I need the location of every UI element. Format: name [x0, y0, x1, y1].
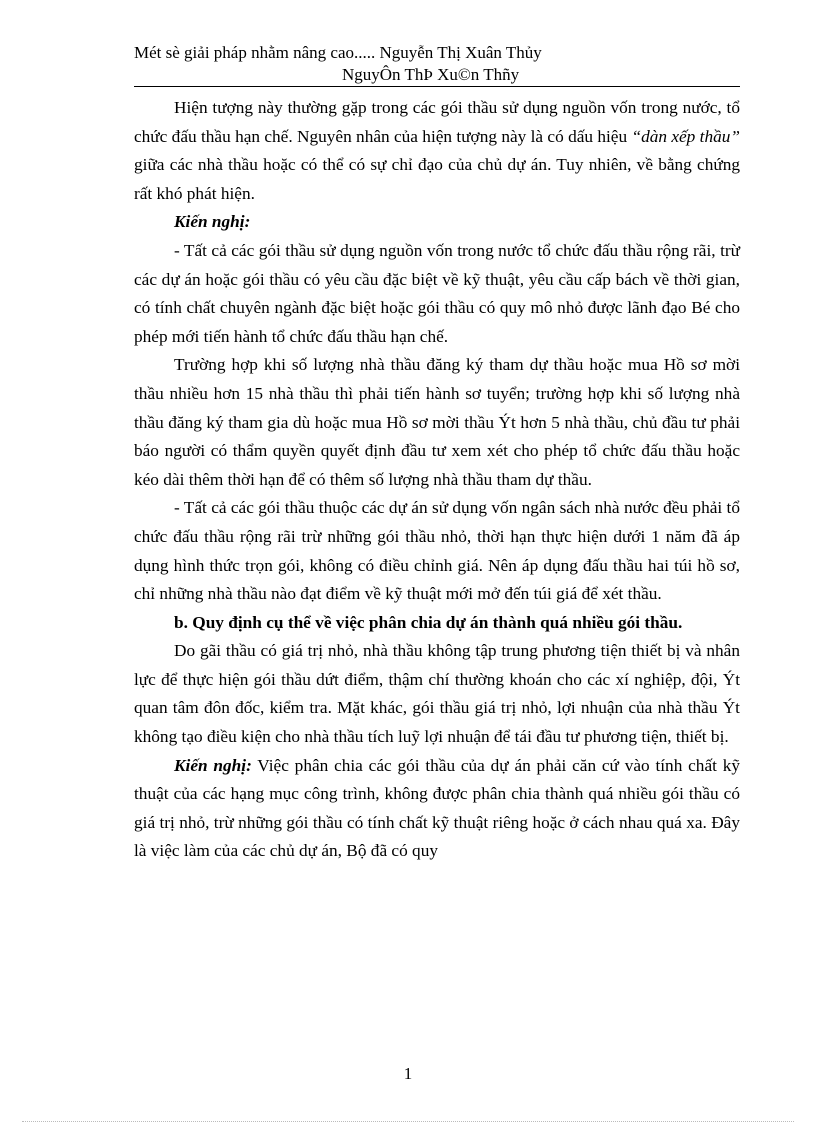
header-author: NguyÔn ThÞ Xu©n Thñy: [342, 65, 520, 84]
page-number: 1: [403, 1064, 413, 1083]
paragraph-4: - Tất cả các gói thầu thuộc các dự án sử dụng vốn ngân sách nhà nước đều phải tổ chức đấu thầu rộng rãi trừ những gói thầu nhỏ, thời hạn thực hiện dưới 1 năm đã áp dụng hình thức trọn gói, không có điều chỉnh giá. Nên áp dụng đấu thầu hai túi hồ sơ, chỉ những nhà thầu nào đạt điểm về kỹ thuật mới mở đến túi giá để xét thầu.: [134, 498, 740, 604]
section-heading-b: b. Quy định cụ thể về việc phân chia dự án thành quá nhiều gói thầu.: [174, 612, 683, 632]
recommendation-heading-1: [134, 208, 740, 237]
paragraph-1-text-b: giữa các nhà thầu hoặc có thể có sự chỉ đạo của chủ dự án. Tuy nhiên, về bằng chứng rất khó phát hiện.: [134, 155, 740, 203]
recommendation-label-1: Kiến nghị:: [174, 212, 251, 232]
paragraph-2: - Tất cả các gói thầu sử dụng nguồn vốn trong nước tổ chức đấu thầu rộng rãi, trừ các dự án hoặc gói thầu có yêu cầu đặc biệt về kỹ thuật, yêu cầu cấp bách về thời gian, có tính chất chuyên ngành đặc biệt hoặc gói thầu có quy mô nhỏ được lãnh đạo Bé cho phép mới tiến hành tổ chức đấu thầu hạn chế.: [134, 240, 740, 346]
paragraph-6: [134, 752, 740, 866]
header-title: Mét sè giải pháp nhằm nâng cao..... Nguyễn Thị Xuân Thủy: [134, 43, 542, 62]
page-header: [134, 42, 740, 87]
paragraph-1-text-a: Hiện tượng này thường gặp trong các gói thầu sử dụng nguồn vốn trong nước, tổ chức đấu thầu hạn chế. Nguyên nhân của hiện tượng này là có dấu hiệu: [134, 98, 740, 146]
recommendation-label-2: Kiến nghị:: [174, 755, 252, 775]
paragraph-5: Do gãi thầu có giá trị nhỏ, nhà thầu không tập trung phương tiện thiết bị và nhân lực để thực hiện gói thầu dứt điểm, thậm chí thường khoán cho các xí nghiệp, đội, Ýt quan tâm đôn đốc, kiểm tra. Mặt khác, gói thầu giá trị nhỏ, lợi nhuận của nhà thầu Ýt không tạo điều kiện cho nhà thầu tích luỹ lợi nhuận để tái đầu tư phương tiện, thiết bị.: [134, 641, 740, 747]
document-body: [134, 94, 740, 866]
quoted-term: “dàn xếp thầu”: [631, 126, 740, 146]
page-boundary: [22, 1121, 794, 1122]
paragraph-6-text: Việc phân chia các gói thầu của dự án phải căn cứ vào tính chất kỹ thuật của các hạng mục công trình, không được phân chia thành quá nhiều gói thầu có giá trị nhỏ, trừ những gói thầu có tính chất kỹ thuật riêng hoặc ở cách nhau quá xa. Đây là việc làm của các chủ dự án, Bộ đã có quy: [134, 755, 740, 861]
paragraph-1: [134, 94, 740, 208]
header-divider: [134, 86, 740, 87]
paragraph-3: Trường hợp khi số lượng nhà thầu đăng ký tham dự thầu hoặc mua Hồ sơ mời thầu nhiều hơn 15 nhà thầu thì phải tiến hành sơ tuyển; trường hợp khi số lượng nhà thầu đăng ký tham gia dù hoặc mua Hồ sơ mời thầu Ýt hơn 5 nhà thầu, chủ đầu tư phải báo người có thẩm quyền quyết định đầu tư xem xét cho phép tổ chức đấu thầu hoặc kéo dài thêm thời hạn để có thêm số lượng nhà thầu tham dự thầu.: [134, 355, 740, 489]
